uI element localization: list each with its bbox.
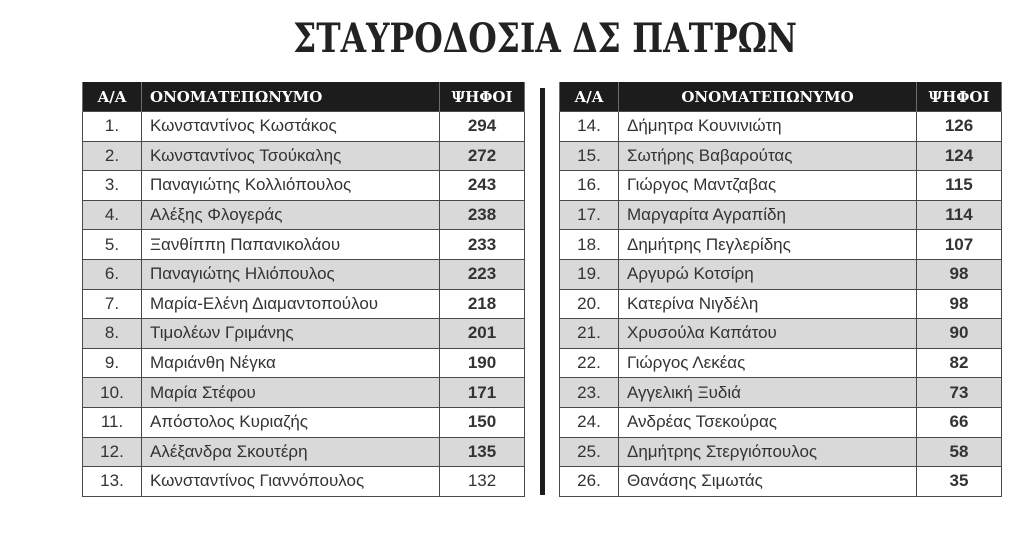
candidate-name: Μαριάνθη Νέγκα <box>142 348 440 378</box>
vote-count: 132 <box>440 467 525 497</box>
candidate-name: Σωτήρης Βαβαρούτας <box>619 141 917 171</box>
row-number: 23. <box>560 378 619 408</box>
table-row <box>560 437 1002 467</box>
row-number: 7. <box>83 289 142 319</box>
candidate-name: Απόστολος Κυριαζής <box>142 407 440 437</box>
vote-count: 294 <box>440 112 525 142</box>
candidate-name: Παναγιώτης Ηλιόπουλος <box>142 259 440 289</box>
row-number: 24. <box>560 407 619 437</box>
vote-count: 223 <box>440 259 525 289</box>
table-row <box>83 437 525 467</box>
vote-count: 171 <box>440 378 525 408</box>
candidate-name: Κωνσταντίνος Τσούκαλης <box>142 141 440 171</box>
candidate-name: Δημήτρης Στεργιόπουλος <box>619 437 917 467</box>
candidate-name: Κωνσταντίνος Γιαννόπουλος <box>142 467 440 497</box>
table-row <box>560 230 1002 260</box>
row-number: 8. <box>83 319 142 349</box>
vote-count: 98 <box>917 259 1002 289</box>
row-number: 10. <box>83 378 142 408</box>
table-row <box>560 348 1002 378</box>
table-row <box>83 141 525 171</box>
row-number: 1. <box>83 112 142 142</box>
table-row <box>560 112 1002 142</box>
results-table-left <box>82 82 525 497</box>
vote-count: 82 <box>917 348 1002 378</box>
candidate-name: Κατερίνα Νιγδέλη <box>619 289 917 319</box>
vote-count: 135 <box>440 437 525 467</box>
table-row <box>83 378 525 408</box>
candidate-name: Τιμολέων Γριμάνης <box>142 319 440 349</box>
results-table-right <box>559 82 1002 497</box>
row-number: 17. <box>560 200 619 230</box>
table-row <box>560 200 1002 230</box>
column-header-name: ΟΝΟΜΑΤΕΠΩΝΥΜΟ <box>142 82 440 112</box>
table-row <box>560 378 1002 408</box>
vote-count: 58 <box>917 437 1002 467</box>
candidate-name: Ανδρέας Τσεκούρας <box>619 407 917 437</box>
column-header-name: ΟΝΟΜΑΤΕΠΩΝΥΜΟ <box>619 82 917 112</box>
table-row <box>560 289 1002 319</box>
table-row <box>560 259 1002 289</box>
vote-count: 115 <box>917 171 1002 201</box>
table-row <box>560 171 1002 201</box>
vote-count: 201 <box>440 319 525 349</box>
candidate-name: Δημήτρης Πεγλερίδης <box>619 230 917 260</box>
vote-count: 233 <box>440 230 525 260</box>
table-row <box>83 259 525 289</box>
row-number: 6. <box>83 259 142 289</box>
row-number: 13. <box>83 467 142 497</box>
vote-count: 272 <box>440 141 525 171</box>
vote-count: 218 <box>440 289 525 319</box>
row-number: 3. <box>83 171 142 201</box>
candidate-name: Γιώργος Μαντζαβας <box>619 171 917 201</box>
table-row <box>83 289 525 319</box>
row-number: 19. <box>560 259 619 289</box>
vote-count: 114 <box>917 200 1002 230</box>
candidate-name: Μαργαρίτα Αγραπίδη <box>619 200 917 230</box>
vote-count: 73 <box>917 378 1002 408</box>
candidate-name: Αργυρώ Κοτσίρη <box>619 259 917 289</box>
vote-count: 126 <box>917 112 1002 142</box>
vote-count: 190 <box>440 348 525 378</box>
row-number: 14. <box>560 112 619 142</box>
table-row <box>83 171 525 201</box>
table-row <box>560 141 1002 171</box>
row-number: 20. <box>560 289 619 319</box>
row-number: 9. <box>83 348 142 378</box>
column-header-aa: Α/Α <box>560 82 619 112</box>
candidate-name: Μαρία-Ελένη Διαμαντοπούλου <box>142 289 440 319</box>
row-number: 5. <box>83 230 142 260</box>
vote-count: 66 <box>917 407 1002 437</box>
table-header-row <box>560 82 1002 112</box>
table-row <box>83 407 525 437</box>
table-row <box>560 319 1002 349</box>
vote-count: 150 <box>440 407 525 437</box>
table-row <box>83 348 525 378</box>
column-divider <box>540 88 545 495</box>
vote-count: 238 <box>440 200 525 230</box>
candidate-name: Γιώργος Λεκέας <box>619 348 917 378</box>
candidate-name: Αλέξης Φλογεράς <box>142 200 440 230</box>
candidate-name: Χρυσούλα Καπάτου <box>619 319 917 349</box>
candidate-name: Κωνσταντίνος Κωστάκος <box>142 112 440 142</box>
page-title: ΣΤΑΥΡΟΔΟΣΙΑ ΔΣ ΠΑΤΡΩΝ <box>293 15 797 62</box>
row-number: 15. <box>560 141 619 171</box>
candidate-name: Μαρία Στέφου <box>142 378 440 408</box>
row-number: 16. <box>560 171 619 201</box>
candidate-name: Θανάσης Σιμωτάς <box>619 467 917 497</box>
row-number: 25. <box>560 437 619 467</box>
vote-count: 107 <box>917 230 1002 260</box>
candidate-name: Δήμητρα Κουνινιώτη <box>619 112 917 142</box>
column-header-votes: ΨΗΦΟΙ <box>440 82 525 112</box>
vote-count: 124 <box>917 141 1002 171</box>
vote-count: 243 <box>440 171 525 201</box>
table-row <box>83 112 525 142</box>
candidate-name: Αλέξανδρα Σκουτέρη <box>142 437 440 467</box>
column-header-aa: Α/Α <box>83 82 142 112</box>
row-number: 21. <box>560 319 619 349</box>
row-number: 22. <box>560 348 619 378</box>
vote-count: 35 <box>917 467 1002 497</box>
table-header-row <box>83 82 525 112</box>
row-number: 26. <box>560 467 619 497</box>
table-row <box>83 230 525 260</box>
row-number: 4. <box>83 200 142 230</box>
table-row <box>560 467 1002 497</box>
row-number: 11. <box>83 407 142 437</box>
vote-count: 98 <box>917 289 1002 319</box>
row-number: 18. <box>560 230 619 260</box>
row-number: 12. <box>83 437 142 467</box>
column-header-votes: ΨΗΦΟΙ <box>917 82 1002 112</box>
table-row <box>83 319 525 349</box>
vote-count: 90 <box>917 319 1002 349</box>
table-row <box>83 200 525 230</box>
candidate-name: Παναγιώτης Κολλιόπουλος <box>142 171 440 201</box>
table-row <box>560 407 1002 437</box>
candidate-name: Ξανθίππη Παπανικολάου <box>142 230 440 260</box>
table-row <box>83 467 525 497</box>
candidate-name: Αγγελική Ξυδιά <box>619 378 917 408</box>
row-number: 2. <box>83 141 142 171</box>
